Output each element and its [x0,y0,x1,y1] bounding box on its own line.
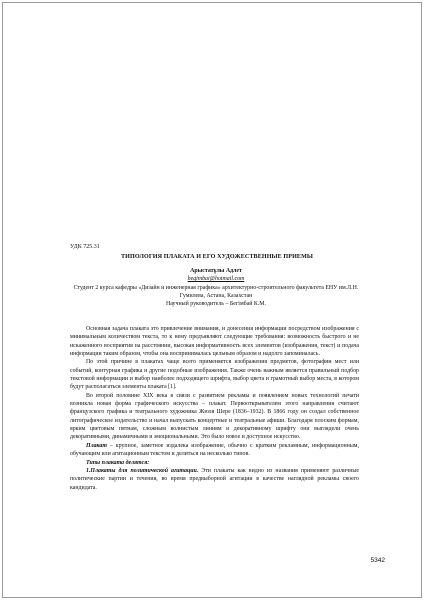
definition-paragraph [70,442,359,459]
definition-term: Плакат [86,442,107,449]
page-number: 5342 [370,557,385,564]
types-heading: Типы плаката делятся: [86,459,150,466]
article-body [70,325,359,492]
paragraph-2: По этой причине в плакатах чаще всего применяется изображения предметов, фотографии мест или событий, контурная графика и другие подобные изображения. Также очень важным является правильный подбор текстовой информации и выбор наиболее подходящего шрифта, выбор цвета и грамотный выбор места, в котором будут располагаться элементы плаката [1]. [70,359,359,391]
author-name: Арыстатұлы Адлет [190,268,242,274]
author-affiliation: Студент 2 курса кафедры «Дизайн и инженерная графика» архитектурно-строительного факультета ЕНУ им.Л.Н. Гумилева, Астана, Казахстан [73,284,359,299]
paragraph-3: Во второй половине XIX века в связи с развитием рекламы и появлением новых технологий печати возникла новая форма графического искусства – плакат. Первооткрывателем этого направления считают французского графика и театрального художника Жюля Шере (1836–1932). В 1866 году он создал собственное литографическое издательство и начал выпускать концертные и театральные афиши. Благодаря плоским формам, ярким цветовым пятнам, сложным волнистым линиям и декоративному шрифту они выглядели очень декоративными, динамичными и эмоциональными. Это было новое и доступное искусство. [70,392,359,441]
supervisor: Научный руководитель – Бегімбай К.М. [165,301,267,308]
paragraph-1: Основная задача плаката это привлечение внимания, и донесения информации посредством изображения с минимальным количеством текста, то к нему предъявляют следующие требования: возможность быстрого и не искаженного восприятия на расстоянии, высокая информативность всех элементов (изображения, текст) и подача информации таким образом, чтобы она воспринималась цельным образом и надолго запоминалась. [70,326,359,358]
definition-text: – крупное, заметное издалека изображение, обычно с кратким рекламным, информационным, обучающим или агитационным текстом и делиться на несколько типов. [70,442,359,458]
author-email[interactable]: begimbai@hotmail.com [187,276,245,283]
document-page [2,2,422,598]
type-1-label: 1.Плакаты для политической агитации. [86,467,199,474]
udc-code: УДК 725.31 [70,244,100,250]
type-1-text: Эти плакаты как видно из названия применяют различные политические партии и течения, во время предвыборной агитации в качестве наглядной рекламы своего кандидата. [70,467,359,491]
article-title: ТИПОЛОГИЯ ПЛАКАТА И ЕГО ХУДОЖЕСТВЕННЫЕ ПРИЕМЫ [120,254,314,260]
type-1-paragraph [70,467,359,492]
author-block [73,267,359,308]
